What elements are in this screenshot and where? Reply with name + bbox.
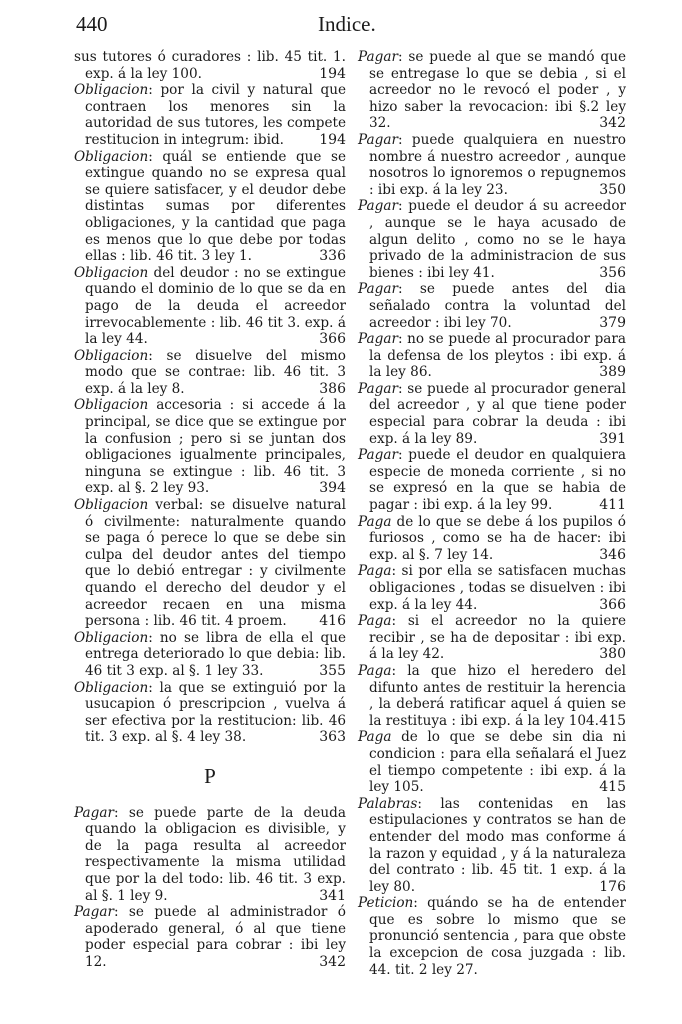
entry-term: Pagar	[74, 904, 114, 921]
entry-page-ref: 346	[599, 546, 626, 563]
entry-text: : se puede al que se mandó que se entregase lo que se debia , si el acreedor no le revocó el poder , y hizo saber la revocacion: ibi §.2 ley 32.	[369, 49, 626, 132]
entry-text: : si el acreedor no la quiere recibir , se ha de depositar : ibi exp. á la ley 42.	[369, 613, 626, 663]
entry-page-ref: 336	[319, 248, 346, 265]
entry-text: : quál se entiende que se extingue quando no se expresa qual se quiere satisfacer, y el deudor debe distintas sumas por diferentes obligaciones, y la cantidad que paga es menos que lo que debe por todas ellas : lib. 46 tit. 3 ley 1.	[85, 148, 346, 265]
entry-term: Paga	[358, 563, 392, 580]
section-letter: P	[204, 763, 216, 788]
index-entry	[74, 397, 346, 497]
entry-page-ref: 350	[599, 181, 626, 198]
entry-text: : se disuelve del mismo modo que se contrae: lib. 46 tit. 3 exp. á la ley 8.	[85, 347, 346, 397]
entry-text: : por la civil y natural que contraen los menores sin la autoridad de sus tutores, les compete restitucion in integrum: ibid.	[85, 82, 346, 148]
index-entry	[74, 265, 346, 348]
index-entry	[358, 198, 626, 281]
entry-page-ref: 389	[599, 364, 626, 381]
entry-page-ref: 194	[319, 131, 346, 148]
left-p-entries	[74, 805, 346, 971]
entry-term: Paga	[358, 613, 392, 630]
left-column	[74, 49, 346, 970]
entry-text: : puede el deudor en qualquiera especie de moneda corriente , si no se expresó en la que se habia de pagar : ibi exp. á la ley 99.	[369, 447, 626, 514]
entry-term: Paga	[358, 662, 392, 679]
entry-page-ref: 386	[319, 380, 346, 397]
left-entries	[74, 49, 346, 746]
entry-term: Obligacion	[74, 397, 149, 414]
index-entry	[74, 630, 346, 680]
entry-page-ref: 391	[599, 430, 626, 447]
entry-page-ref: 379	[599, 314, 626, 331]
entry-text: : puede el deudor á su acreedor , aunque se le haya acusado de algun delito , como no se le haya privado de la administracion de sus bienes : ibi ley 41.	[369, 198, 626, 281]
entry-page-ref: 416	[319, 613, 346, 630]
entry-text: de lo que se debe sin dia ni condicion : para ella señalará el Juez el tiempo competente : ibi exp. á la ley 105.	[369, 729, 626, 796]
index-entry	[74, 49, 346, 82]
entry-page-ref: 415	[599, 712, 626, 729]
entry-term: Obligacion	[74, 264, 149, 281]
index-entry	[358, 49, 626, 132]
entry-text: : las contenidas en las estipulaciones y contratos se han de entender del modo mas conforme á la razon y equidad , y á la naturaleza del contrato : lib. 45 tit. 1 exp. á la ley 80.	[369, 795, 626, 895]
entry-text: verbal: se disuelve natural ó civilmente: naturalmente quando se paga ó perece lo que se debe sin culpa del deudor antes del tiempo que lo debió entregar : y civilmente quando el derecho del deudor y el acreedor recaen en una misma persona : lib. 46 tit. 4 proem.	[85, 497, 346, 630]
entry-text: : se puede parte de la deuda quando la obligacion es divisible, y de la paga resulta al acreedor respectivamente la misma utilidad que por la del todo: lib. 46 tit. 3 exp. al §. 1 ley 9.	[85, 804, 346, 904]
entry-text: : si por ella se satisfacen muchas obligaciones , todas se disuelven : ibi exp. á la ley 44.	[369, 563, 626, 613]
entry-page-ref: 342	[319, 953, 346, 970]
entry-term: Obligacion	[74, 679, 149, 696]
entry-text: sus tutores ó curadores : lib. 45 tit. 1. exp. á la ley 100.	[74, 49, 346, 82]
entry-text: : se puede al administrador ó apoderado general, ó al que tiene poder especial para cobrar : ibi ley 12.	[85, 904, 346, 970]
entry-term: Obligacion	[74, 497, 149, 514]
index-entry	[358, 729, 626, 795]
page-number: 440	[76, 12, 108, 36]
entry-page-ref: 342	[599, 115, 626, 132]
entry-page-ref: 176	[599, 878, 626, 895]
entry-page-ref: 394	[319, 480, 346, 497]
entry-page-ref: 356	[599, 264, 626, 281]
entry-text: : la que se extinguió por la usucapion ó prescripcion , vuelva á ser efectiva por la restitucion: lib. 46 tit. 3 exp. al §. 4 ley 38.	[85, 679, 346, 746]
entry-term: Obligacion	[74, 148, 149, 165]
entry-text: : no se puede al procurador para la defensa de los pleytos : ibi exp. á la ley 86.	[369, 331, 626, 381]
index-entry	[358, 796, 626, 896]
entry-term: Paga	[358, 513, 392, 530]
entry-page-ref: 363	[319, 729, 346, 746]
entry-term: Pagar	[358, 49, 398, 65]
entry-page-ref: 355	[319, 662, 346, 679]
index-entry	[358, 331, 626, 381]
index-entry	[74, 680, 346, 746]
entry-term: Peticion	[358, 895, 414, 912]
right-entries	[358, 49, 626, 978]
entry-term: Obligacion	[74, 629, 149, 646]
index-entry	[358, 613, 626, 663]
entry-term: Pagar	[74, 804, 114, 821]
entry-term: Palabras	[358, 795, 418, 812]
entry-term: Obligacion	[74, 347, 149, 364]
entry-text: : se puede antes del dia señalado contra la voluntad del acreedor : ibi ley 70.	[369, 281, 626, 331]
entry-term: Pagar	[358, 331, 398, 348]
entry-text: : no se libra de ella el que entrega deteriorado lo que debia: lib. 46 tit 3 exp. al §. 1 ley 33.	[85, 629, 346, 679]
index-entry	[358, 447, 626, 513]
entry-term: Pagar	[358, 131, 398, 148]
index-entry	[358, 514, 626, 564]
entry-term: Pagar	[358, 447, 398, 464]
entry-text: accesoria : si accede á la principal, se dice que se extingue por la confusion ; pero si se juntan dos obligaciones igualmente principales, ninguna se extingue : lib. 46 tit. 3 exp. al §. 2 ley 93.	[85, 397, 346, 497]
index-entry	[74, 904, 346, 970]
index-entry	[358, 563, 626, 613]
entry-text: : quándo se ha de entender que es sobre lo mismo que se pronunció sentencia , para que obste la excepcion de cosa juzgada : lib. 44. tit. 2 ley 27.	[369, 895, 626, 978]
index-entry	[358, 663, 626, 729]
index-entry	[358, 281, 626, 331]
entry-text: : se puede al procurador general del acreedor , y al que tiene poder especial para cobrar la deuda : ibi exp. á la ley 89.	[369, 380, 626, 447]
page-title: Indice.	[318, 12, 376, 36]
entry-text: : puede qualquiera en nuestro nombre á nuestro acreedor , aunque nosotros lo ignoremos o repugnemos : ibi exp. á la ley 23.	[369, 131, 626, 198]
entry-text: de lo que se debe á los pupilos ó furiosos , como se ha de hacer: ibi exp. al §. 7 ley 14.	[369, 513, 626, 563]
right-column	[358, 49, 626, 978]
index-entry	[358, 895, 626, 978]
entry-page-ref: 194	[319, 65, 346, 82]
entry-term: Pagar	[358, 198, 398, 215]
entry-page-ref: 366	[599, 596, 626, 613]
index-entry	[74, 348, 346, 398]
index-entry	[358, 132, 626, 198]
index-entry	[74, 805, 346, 905]
entry-page-ref: 341	[319, 887, 346, 904]
index-entry	[74, 497, 346, 630]
entry-term: Pagar	[358, 380, 398, 397]
entry-page-ref: 366	[319, 331, 346, 348]
index-entry	[358, 381, 626, 447]
entry-term: Paga	[358, 729, 392, 746]
entry-term: Obligacion	[74, 82, 149, 99]
index-entry	[74, 149, 346, 265]
entry-page-ref: 380	[599, 646, 626, 663]
entry-text: del deudor : no se extingue quando el dominio de lo que se da en pago de la deuda el acreedor irrevocablemente : lib. 46 tit 3. exp. á la ley 44.	[85, 264, 346, 348]
entry-page-ref: 415	[599, 779, 626, 796]
entry-text: : la que hizo el heredero del difunto antes de restituir la herencia , la deberá ratificar aquel á quien se la restituya : ibi exp. á la ley 104.	[369, 662, 626, 729]
index-entry	[74, 82, 346, 148]
entry-page-ref: 411	[599, 497, 626, 514]
entry-term: Pagar	[358, 281, 398, 298]
